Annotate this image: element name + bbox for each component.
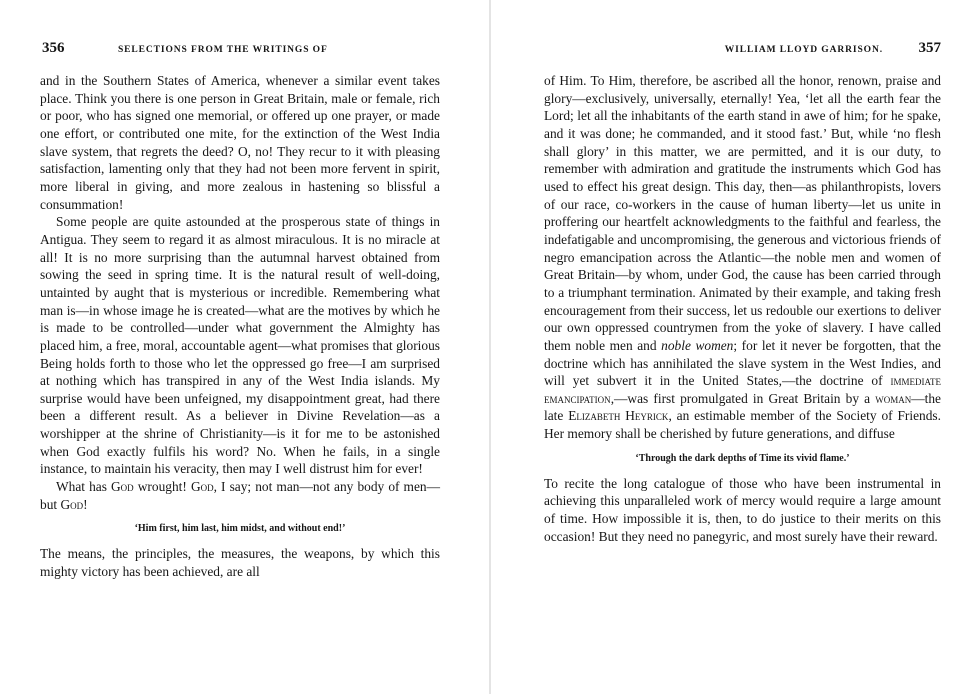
right-page-header [544, 40, 941, 62]
right-paragraph-1 [544, 72, 941, 443]
left-paragraph-1: and in the Southern States of America, whenever a similar event takes place. Think you there is one person in Great Britain, male or female, rich or poor, who has signed one memorial, or offered up one prayer, or made one effort, or contributed one mite, for the extinction of the West India slave system, that regrets the deed? O, no! They recur to it with pleasing satisfaction, lamenting only that they had not been more fervent in spirit, more liberal in giving, and more zealous in hastening so blissful a consummation! [40, 73, 440, 212]
small-caps-woman: woman [875, 390, 912, 406]
left-running-head: SELECTIONS FROM THE WRITINGS OF [118, 45, 328, 55]
text-run: —the late [544, 390, 941, 424]
text-run: , an estimable member of the Society of Friends. Her memory shall be cherished by future generations, and diffuse [544, 408, 941, 442]
right-running-head: WILLIAM LLOYD GARRISON. [724, 45, 883, 55]
right-quote: ‘Through the dark depths of Time its vivid flame.’ [635, 452, 850, 464]
left-page-body [40, 72, 440, 581]
right-page-body [544, 72, 941, 545]
book-gutter [489, 0, 491, 694]
left-page [40, 0, 440, 694]
text-run: of Him. To Him, therefore, be ascribed all the honor, renown, praise and glory—exclusively, universally, eternally! Yea, ‘let all the earth fear the Lord; let all the inhabitants of the earth stand in awe of him; for he spake, and it was done; he commanded, and it stood fast.’ But, while ‘no flesh shall glory’ in this matter, we are permitted, and it is our duty, to remember with admiration and gratitude the instruments which God has used to effect his great design. This day, then—as philanthropists, lovers of our race, co-workers in the cause of human liberty—let us unite in proffering our heartfelt acknowledgments to the faithful and fearless, the indefatigable and uncompromising, the generous and victorious friends of negro emancipation across the Atlantic—the noble men and women of Great Britain—by whom, under God, the cause has been carried through to a triumphant termination. Animated by their example, and taking fresh encouragement from their success, let us redouble our exertions to deliver our own oppressed countrymen from the yoke of slavery. I have called them noble men and [544, 73, 941, 353]
right-page [544, 0, 941, 694]
small-caps-heyrick: Elizabeth Heyrick [568, 408, 669, 424]
text-run: , I say; not man—not any body of men—but [40, 479, 440, 512]
left-quote: ‘Him first, him last, him midst, and without end!’ [134, 523, 346, 535]
left-page-number: 356 [42, 40, 65, 56]
small-caps-immediate-emancipation: immediate emancipation [544, 373, 941, 406]
text-run: wrought! [133, 479, 191, 495]
left-paragraph-3 [40, 478, 440, 513]
text-run: What has [56, 479, 112, 495]
italic-noble-women: noble women [661, 337, 734, 353]
small-caps-god: God [190, 479, 214, 495]
text-run: ,—was first promulgated in Great Britain by a [610, 390, 876, 406]
text-run: ; for let it never be forgotten, that the doctrine which has annihilated the slave system in the West Indies, and will yet subvert it in the United States,—the doctrine of [544, 337, 941, 389]
left-paragraph-2: Some people are quite astounded at the prosperous state of things in Antigua. They seem to regard it as almost miraculous. It is no miracle at all! It is no more surprising than the autumnal harvest obtained from sowing the seed in spring time. It is the natural result of well-doing, untainted by aught that is mysterious or incredible. Remembering what man is—in whose image he is created—what are the motives by which he is made to be controlled—under what government the Almighty has placed him, a free, moral, accountable agent—what promises that glorious Being holds forth to those who let the oppressed go free—I am surprised at nothing which has transpired in any of the West India islands. My surprise would have been unfeigned, my disappointment great, had there been a different result. As a believer in Divine Revelation—as a worshipper at the shrine of Christianity—is it for me to be astonished when God exactly fulfils his word? No. When he fails, in a single instance, to maintain his veracity, then may I well distrust him for ever! [40, 214, 440, 477]
left-paragraph-4: The means, the principles, the measures, the weapons, by which this mighty victory has been achieved, are all [40, 546, 440, 580]
right-paragraph-2: To recite the long catalogue of those who have been instrumental in achieving this unparalleled work of mercy would require a large amount of time. How impossible it is, then, to do justice to their merits on this occasion! But they need no panegyric, and most surely have their reward. [544, 475, 941, 544]
left-page-header [40, 40, 440, 62]
right-page-number: 357 [918, 40, 941, 56]
small-caps-god: God [111, 479, 134, 495]
text-run: ! [83, 496, 88, 512]
small-caps-god: God [60, 496, 84, 512]
